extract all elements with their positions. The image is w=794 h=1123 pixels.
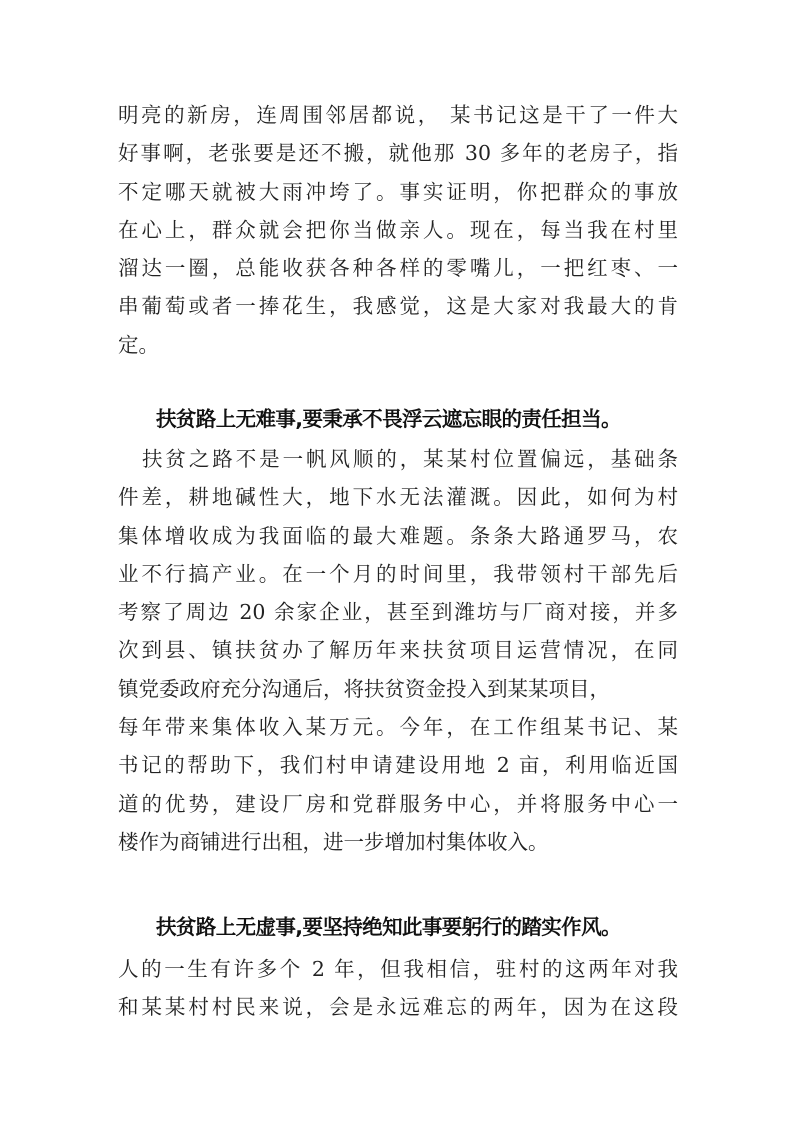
text-line: 不定哪天就被大雨冲垮了。事实证明，你把群众的事放: [118, 179, 678, 204]
text-line: 在心上，群众就会把你当做亲人。现在，每当我在村里: [118, 217, 678, 242]
text-line: 业不行搞产业。在一个月的时间里，我带领村干部先后: [118, 561, 678, 586]
text-line: 集体增收成为我面临的最大难题。条条大路通罗马，农: [118, 523, 678, 548]
text-line: 好事啊，老张要是还不搬，就他那 30 多年的老房子，指: [118, 141, 678, 166]
paragraph-relocation-story: [118, 96, 678, 364]
text-line: 楼作为商铺进行出租，进一步增加村集体收入。: [118, 829, 549, 854]
text-line: 镇党委政府充分沟通后，将扶贫资金投入到某某项目，: [118, 676, 610, 701]
text-line: 考察了周边 20 余家企业，甚至到潍坊与厂商对接，并多: [118, 600, 678, 625]
text-line: 人的一生有许多个 2 年，但我相信，驻村的这两年对我: [118, 957, 678, 981]
text-line: 道的优势，建设厂房和党群服务中心，并将服务中心一: [118, 791, 678, 816]
text-line: 溜达一圈，总能收获各种各样的零嘴儿，一把红枣、一: [118, 256, 678, 281]
text-line: 件差，耕地碱性大，地下水无法灌溉。因此，如何为村: [118, 485, 678, 510]
text-line: 扶贫之路不是一帆风顺的，某某村位置偏远，基础条: [142, 447, 678, 471]
text-line: 每年带来集体收入某万元。今年，在工作组某书记、某: [118, 715, 678, 740]
text-line: 和某某村村民来说，会是永远难忘的两年，因为在这段: [118, 995, 678, 1020]
section-heading: 扶贫路上无虚事,要坚持绝知此事要躬行的踏实作风。: [156, 915, 621, 939]
paragraph-two-years: [118, 950, 678, 1027]
paragraph-poverty-alleviation: [118, 440, 678, 861]
text-line: 书记的帮助下，我们村申请建设用地 2 亩，利用临近国: [118, 753, 678, 778]
heading-responsibility: [118, 400, 678, 438]
text-line: 明亮的新房，连周围邻居都说， 某书记这是干了一件大: [118, 103, 678, 127]
text-line: 串葡萄或者一捧花生，我感觉，这是大家对我最大的肯: [118, 294, 678, 319]
heading-practical-style: [118, 908, 678, 946]
section-heading: 扶贫路上无难事,要秉承不畏浮云遮忘眼的责任担当。: [156, 407, 621, 431]
text-line: 次到县、镇扶贫办了解历年来扶贫项目运营情况，在同: [118, 638, 678, 663]
text-line: 定。: [118, 332, 159, 357]
